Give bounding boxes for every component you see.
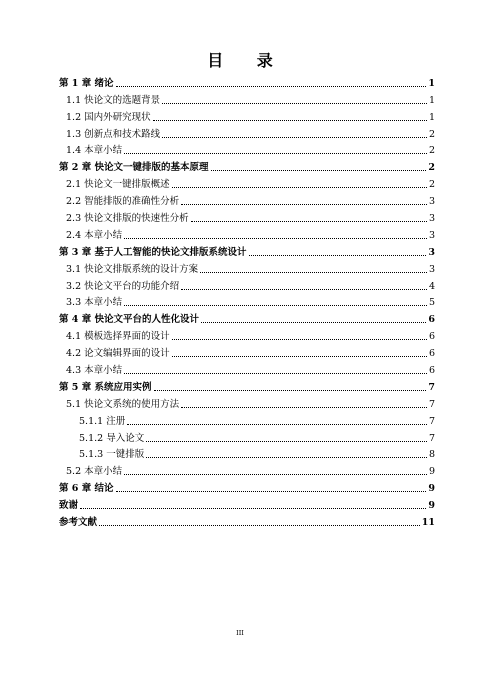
toc-entry-page-number: 6: [428, 365, 435, 377]
toc-entry-page-number: 3: [428, 196, 435, 208]
toc-section-entry[interactable]: [59, 393, 435, 410]
toc-entry-label: 3.2 快论文平台的功能介绍: [66, 280, 180, 292]
toc-section-entry[interactable]: [59, 460, 435, 477]
dot-leader: [116, 490, 427, 492]
dot-leader: [146, 456, 427, 458]
toc-entry-label: 2.4 本章小结: [66, 229, 123, 241]
toc-chapter-entry[interactable]: [59, 156, 435, 173]
toc-entry-page-number: 2: [428, 145, 435, 157]
toc-subsection-entry[interactable]: [59, 444, 435, 461]
dot-leader: [127, 423, 427, 425]
toc-entry-label: 5.1 快论文系统的使用方法: [66, 398, 180, 410]
toc-section-entry[interactable]: [59, 207, 435, 224]
toc-entry-page-number: 1: [428, 77, 435, 89]
dot-leader: [124, 304, 427, 306]
toc-entry-label: 3.1 快论文排版系统的设计方案: [66, 263, 199, 275]
toc-entry-page-number: 7: [428, 398, 435, 410]
toc-section-entry[interactable]: [59, 258, 435, 275]
dot-leader: [124, 473, 427, 475]
toc-entry-label: 1.2 国内外研究现状: [66, 111, 151, 123]
toc-section-entry[interactable]: [59, 89, 435, 106]
toc-entry-label: 1.4 本章小结: [66, 145, 123, 157]
toc-entry-page-number: 2: [428, 179, 435, 191]
dot-leader: [172, 355, 427, 357]
toc-chapter-entry[interactable]: [59, 376, 435, 393]
toc-entry-label: 5.1.1 注册: [79, 415, 126, 427]
toc-section-entry[interactable]: [59, 190, 435, 207]
toc-entry-label: 参考文献: [59, 517, 98, 529]
toc-entry-page-number: 7: [428, 381, 435, 393]
dot-leader: [99, 524, 420, 526]
toc-entry-label: 2.2 智能排版的准确性分析: [66, 196, 180, 208]
toc-section-entry[interactable]: [59, 325, 435, 342]
toc-chapter-entry[interactable]: [59, 477, 435, 494]
toc-entry-label: 4.1 模板选择界面的设计: [66, 331, 170, 343]
toc-section-entry[interactable]: [59, 224, 435, 241]
toc-entry-page-number: 11: [421, 517, 435, 529]
toc-entry-page-number: 2: [428, 128, 435, 140]
toc-entry-label: 5.2 本章小结: [66, 466, 123, 478]
toc-entry-page-number: 3: [428, 229, 435, 241]
dot-leader: [172, 338, 427, 340]
toc-entry-label: 4.2 论文编辑界面的设计: [66, 348, 170, 360]
toc-entry-page-number: 6: [428, 348, 435, 360]
dot-leader: [181, 203, 427, 205]
toc-chapter-entry[interactable]: [59, 241, 435, 258]
toc-entry-page-number: 7: [428, 415, 435, 427]
dot-leader: [201, 321, 426, 323]
toc-entry-label: 第 4 章 快论文平台的人性化设计: [59, 314, 200, 326]
toc-entry-label: 5.1.3 一键排版: [79, 449, 145, 461]
dot-leader: [211, 169, 427, 171]
dot-leader: [153, 119, 427, 121]
toc-entry-page-number: 9: [428, 483, 435, 495]
toc-entry-label: 1.1 快论文的选题背景: [66, 94, 161, 106]
dot-leader: [116, 85, 427, 87]
toc-entry-page-number: 1: [428, 94, 435, 106]
dot-leader: [162, 136, 427, 138]
dot-leader: [162, 102, 427, 104]
dot-leader: [181, 406, 427, 408]
toc-entry-page-number: 3: [428, 246, 435, 258]
toc-entry-label: 2.3 快论文排版的快速性分析: [66, 213, 189, 225]
dot-leader: [124, 152, 427, 154]
table-of-contents: [59, 72, 435, 528]
toc-section-entry[interactable]: [59, 140, 435, 157]
toc-section-entry[interactable]: [59, 275, 435, 292]
toc-entry-page-number: 9: [428, 500, 435, 512]
toc-section-entry[interactable]: [59, 173, 435, 190]
dot-leader: [146, 440, 427, 442]
dot-leader: [80, 507, 426, 509]
toc-entry-page-number: 6: [428, 314, 435, 326]
toc-subsection-entry[interactable]: [59, 410, 435, 427]
toc-entry-page-number: 6: [428, 331, 435, 343]
dot-leader: [200, 271, 427, 273]
toc-entry-page-number: 7: [428, 432, 435, 444]
toc-section-entry[interactable]: [59, 106, 435, 123]
toc-entry-page-number: 3: [428, 263, 435, 275]
toc-entry-label: 3.3 本章小结: [66, 297, 123, 309]
toc-entry-label: 1.3 创新点和技术路线: [66, 128, 161, 140]
toc-entry-label: 2.1 快论文一键排版概述: [66, 179, 170, 191]
toc-entry-label: 4.3 本章小结: [66, 365, 123, 377]
toc-entry-label: 第 1 章 绪论: [59, 77, 114, 89]
toc-entry-label: 5.1.2 导入论文: [79, 432, 145, 444]
dot-leader: [181, 288, 427, 290]
dot-leader: [154, 389, 427, 391]
toc-chapter-entry[interactable]: [59, 72, 435, 89]
dot-leader: [172, 186, 427, 188]
dot-leader: [249, 254, 427, 256]
toc-entry-page-number: 3: [428, 213, 435, 225]
toc-entry-page-number: 1: [428, 111, 435, 123]
page-title: 目 录: [207, 51, 287, 70]
toc-chapter-entry[interactable]: [59, 494, 435, 511]
toc-subsection-entry[interactable]: [59, 427, 435, 444]
dot-leader: [191, 220, 427, 222]
toc-entry-page-number: 2: [428, 162, 435, 174]
toc-chapter-entry[interactable]: [59, 511, 435, 528]
dot-leader: [124, 372, 427, 374]
toc-entry-label: 第 3 章 基于人工智能的快论文排版系统设计: [59, 246, 247, 258]
toc-chapter-entry[interactable]: [59, 308, 435, 325]
toc-entry-page-number: 5: [428, 297, 435, 309]
toc-section-entry[interactable]: [59, 123, 435, 140]
toc-entry-page-number: 4: [428, 280, 435, 292]
toc-section-entry[interactable]: [59, 359, 435, 376]
toc-entry-label: 第 6 章 结论: [59, 483, 114, 495]
toc-section-entry[interactable]: [59, 292, 435, 309]
toc-entry-label: 第 2 章 快论文一键排版的基本原理: [59, 162, 209, 174]
page-number-footer: III: [236, 629, 244, 637]
toc-entry-page-number: 8: [428, 449, 435, 461]
dot-leader: [124, 237, 427, 239]
toc-entry-label: 致谢: [59, 500, 79, 512]
toc-entry-label: 第 5 章 系统应用实例: [59, 381, 152, 393]
toc-entry-page-number: 9: [428, 466, 435, 478]
toc-section-entry[interactable]: [59, 342, 435, 359]
